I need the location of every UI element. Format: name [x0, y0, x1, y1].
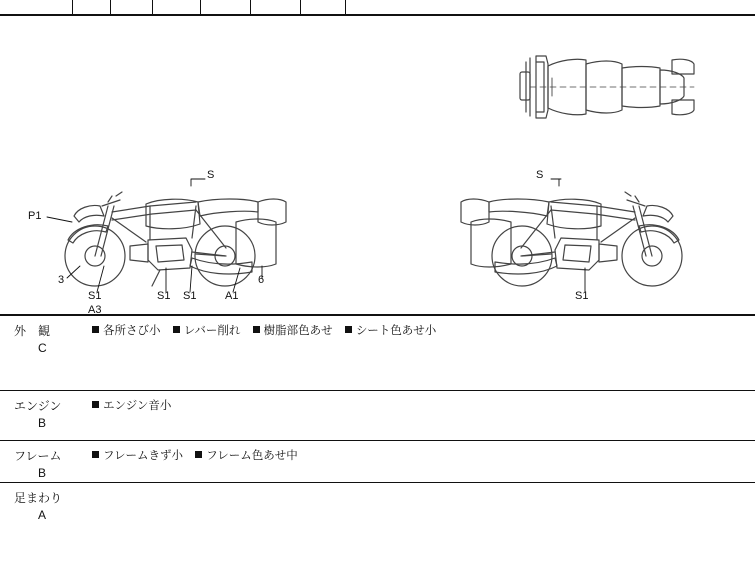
table-divider: [152, 0, 153, 16]
row-grade-suspension: A: [38, 508, 47, 522]
right-side-view-drawing: [461, 192, 682, 286]
square-bullet-icon: [253, 326, 260, 333]
row-items-engine: [92, 398, 180, 415]
condition-item: [253, 323, 333, 340]
row-grade-exterior: C: [38, 341, 47, 355]
row-items-exterior: [92, 323, 445, 340]
top-table-strip: [0, 0, 755, 16]
diagram-label-s1-d: S1: [575, 290, 589, 302]
diagram-label-a3: A3: [88, 304, 102, 316]
table-divider: [300, 0, 301, 16]
condition-rows: [0, 316, 755, 561]
row-grade-frame: B: [38, 466, 47, 480]
square-bullet-icon: [345, 326, 352, 333]
diagram-label-6: 6: [258, 274, 265, 286]
condition-item-label: フレーム色あせ中: [206, 450, 298, 462]
diagram-label-3: 3: [58, 274, 65, 286]
condition-row-engine: [0, 391, 755, 441]
square-bullet-icon: [92, 401, 99, 408]
square-bullet-icon: [195, 451, 202, 458]
diagram-label-s1-c: S1: [183, 290, 197, 302]
diagram-label-s1-a: S1: [88, 290, 102, 302]
diagram-label-s-right: S: [536, 169, 544, 181]
condition-row-frame: [0, 441, 755, 483]
table-divider: [110, 0, 111, 16]
row-label-frame: フレーム: [14, 449, 62, 463]
row-label-engine: エンジン: [14, 399, 62, 413]
condition-item: [92, 323, 161, 340]
condition-item: [173, 323, 241, 340]
condition-item: [92, 398, 171, 415]
table-divider: [200, 0, 201, 16]
row-items-frame: [92, 448, 307, 465]
table-divider: [72, 0, 73, 16]
table-divider: [250, 0, 251, 16]
motorcycle-diagram-svg: [0, 16, 755, 316]
motorcycle-diagram-panel: [0, 16, 755, 316]
label-leader-lines: [47, 179, 585, 292]
top-view-drawing: [520, 56, 694, 118]
condition-item-label: レバー削れ: [183, 325, 241, 337]
row-label-suspension: 足まわり: [14, 491, 63, 505]
condition-item-label: 各所さび小: [103, 325, 161, 337]
left-side-view-drawing: [65, 192, 286, 286]
diagram-label-s1-b: S1: [157, 290, 171, 302]
condition-item-label: エンジン音小: [103, 400, 172, 412]
condition-row-suspension: [0, 483, 755, 561]
condition-item: [345, 323, 437, 340]
condition-item: [195, 448, 298, 465]
condition-item: [92, 448, 183, 465]
condition-row-exterior: [0, 316, 755, 391]
square-bullet-icon: [92, 326, 99, 333]
table-divider: [345, 0, 346, 16]
row-grade-engine: B: [38, 416, 47, 430]
row-label-exterior: 外 観: [14, 324, 51, 338]
condition-item-label: フレームきず小: [103, 450, 184, 462]
square-bullet-icon: [173, 326, 180, 333]
diagram-label-p1: P1: [28, 210, 42, 222]
condition-item-label: 樹脂部色あせ: [263, 325, 333, 337]
square-bullet-icon: [92, 451, 99, 458]
diagram-label-s-left: S: [207, 169, 215, 181]
condition-item-label: シート色あせ小: [355, 325, 437, 337]
diagram-label-a1: A1: [225, 290, 239, 302]
